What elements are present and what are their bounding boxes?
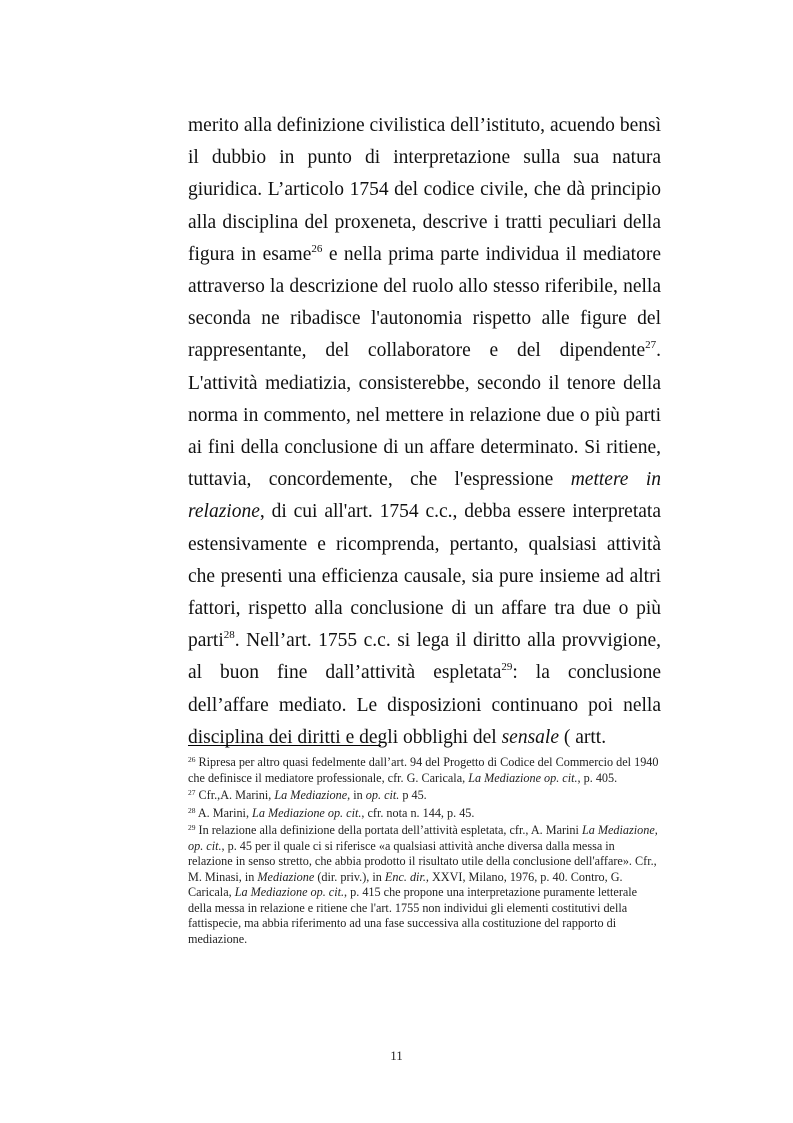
footnote-text: XXVI, Milano, 1976, p. 40. Contro, G. Caricala, [188, 869, 623, 899]
footnote-ref-29: 29 [501, 661, 513, 674]
footnote-29 [188, 823, 661, 947]
footnote-text: p 45. [399, 788, 427, 802]
body-text-segment: ( artt. [558, 726, 607, 748]
footnote-text: Cfr.,A. Marini, [195, 788, 275, 802]
footnote-separator [188, 745, 381, 746]
footnote-text: , p. 45 per il quale ci si riferisce «a qualsiasi attività anche diversa dalla messa in relazione in senso stretto, che abbia prodotto il risultato utile della conclusione dell'affare». Cfr., M. Minasi, in [188, 838, 657, 884]
footnote-number: 28 [188, 805, 196, 815]
footnote-number: 29 [188, 823, 196, 832]
citation-title: Mediazione [257, 869, 315, 884]
citation-title: La Mediazione [274, 788, 348, 802]
body-text-segment: , di cui all'art. 1754 c.c., debba essere interpretata estensivamente e ricomprenda, pertanto, qualsiasi attività che presenti una efficienza causale, sia pure insieme ad altri fattori, rispetto alla conclusione di un affare tra due o più parti [188, 501, 661, 652]
emphasis-term: mettere in relazione [188, 469, 662, 523]
footnote-28 [188, 806, 661, 822]
body-text-segment: merito alla definizione civilistica dell’istituto, acuendo bensì il dubbio in punto di interpretazione sulla sua natura giuridica. L’articolo 1754 del codice civile, che dà principio alla disciplina del proxeneta, descrive i tratti peculiari della figura in esame [188, 115, 661, 265]
footnote-ref-28: 28 [223, 629, 235, 642]
footnote-text: , cfr. nota n. 144, p. 45. [361, 805, 475, 820]
footnote-text: Ripresa per altro quasi fedelmente dall’art. 94 del Progetto di Codice del Commercio del 1940 che definisce il mediatore professionale, cfr. G. Caricala, [188, 755, 659, 785]
page-number: 11 [390, 1048, 403, 1063]
citation-title: La Mediazione op. cit. [468, 770, 578, 785]
citation-title: La Mediazione op. cit. [234, 885, 345, 899]
footnote-text: , p. 405. [577, 770, 618, 785]
footnote-text: (dir. priv.), in [314, 869, 385, 884]
body-text-segment: e nella prima parte individua il mediatore attraverso la descrizione del ruolo allo stesso riferibile, nella seconda ne ribadisce l'autonomia rispetto alle figure del rappresentante, del collaboratore e del dipendente [188, 243, 661, 362]
footnote-ref-26: 26 [311, 242, 323, 255]
citation-title: Enc. dir., [384, 869, 429, 884]
footnote-text: , p. 415 che propone una interpretazione puramente letterale della messa in relazione e ritiene che l'art. 1755 non individui gli elementi costitutivi della fattispecie, ma abbia riferimento ad una fase successiva alla costituzione del rapporto di mediazione. [188, 885, 638, 946]
footnotes [188, 755, 661, 949]
body-paragraph [188, 110, 661, 754]
footnote-26 [188, 755, 661, 786]
footnote-text: A. Marini, [195, 805, 253, 820]
body-text-segment: . Nell’art. 1755 c.c. si lega il diritto alla provvigione, al buon fine dall’attività espletata [188, 630, 661, 684]
citation-title: La Mediazione op. cit. [252, 805, 362, 820]
footnote-number: 27 [188, 788, 196, 797]
citation-title: op. cit. [365, 788, 400, 802]
footnote-text: , in [347, 788, 366, 802]
footnote-text: In relazione alla definizione della portata dell’attività espletata, cfr., A. Marini [195, 823, 582, 837]
footnote-ref-27: 27 [645, 339, 657, 352]
footnote-27 [188, 788, 661, 804]
body-text-segment: : la conclusione dell’affare mediato. Le disposizioni continuano poi nella disciplina dei diritti e degli obblighi del [188, 662, 661, 748]
citation-title: La Mediazione, op. cit. [188, 823, 658, 853]
emphasis-term: sensale [501, 726, 559, 748]
footnote-number: 26 [188, 755, 196, 764]
body-text-segment: . L'attività mediatizia, consisterebbe, secondo il tenore della norma in commento, nel mettere in relazione due o più parti ai fini della conclusione di un affare determinato. Si ritiene, tuttavia, concordemente, che l'espressione [188, 340, 661, 491]
